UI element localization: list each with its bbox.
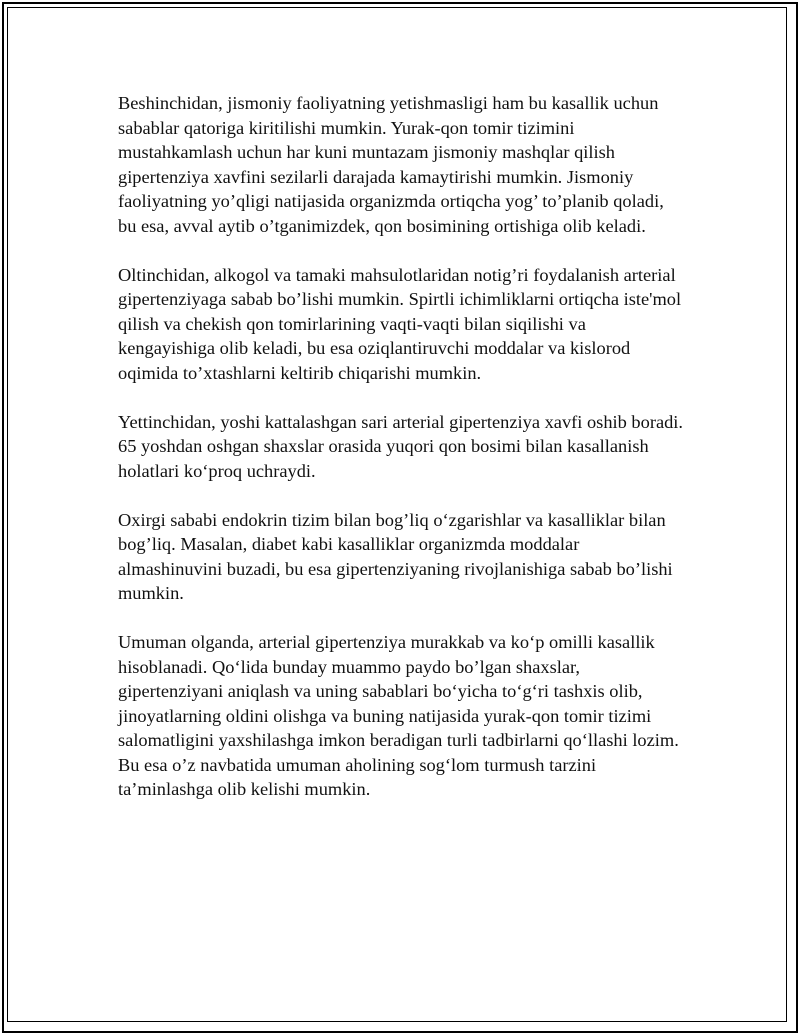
paragraph-age-factor: Yettinchidan, yoshi kattalashgan sari arterial gipertenziya xavfi oshib boradi. 65 yoshdan oshgan shaxslar orasida yuqori qon bosimi bilan kasallanish holatlari ko‘proq uchraydi. bbox=[118, 411, 684, 481]
paragraph-conclusion: Umuman olganda, arterial gipertenziya murakkab va ko‘p omilli kasallik hisoblanadi. Qo‘lida bunday muammo paydo bo’lgan shaxslar, gipertenziyani aniqlash va uning sabablari bo‘yicha to‘g‘ri tashxis olib, jinoyatlarning oldini olishga va buning natijasida yurak-qon tomir tizimi salomatligini yaxshilashga imkon beradigan turli tadbirlarni qo‘llashi lozim. Bu esa o’z navbatida umuman aholining sog‘lom turmush tarzini ta’minlashga olib kelishi mumkin. bbox=[118, 632, 679, 799]
document-body bbox=[118, 91, 688, 826]
paragraph-alcohol-tobacco: Oltinchidan, alkogol va tamaki mahsulotlaridan notig’ri foydalanish arterial gipertenziyaga sabab bo’lishi mumkin. Spirtli ichimliklarni ortiqcha iste'mol qilish va chekish qon tomirlarining vaqti-vaqti bilan siqilishi va kengayishiga olib keladi, bu esa oziqlantiruvchi moddalar va kislorod oqimida to’xtashlarni keltirib chiqarishi mumkin. bbox=[118, 264, 682, 383]
paragraph-endocrine-system: Oxirgi sababi endokrin tizim bilan bog’liq o‘zgarishlar va kasalliklar bilan bog’liq. Masalan, diabet kabi kasalliklar organizmda moddalar almashinuvini buzadi, bu esa gipertenziyaning rivojlanishiga sabab bo’lishi mumkin. bbox=[118, 509, 673, 603]
paragraph-sixth-cause-physical-activity: Beshinchidan, jismoniy faoliyatning yetishmasligi ham bu kasallik uchun sabablar qatoriga kiritilishi mumkin. Yurak-qon tomir tizimini mustahkamlash uchun har kuni muntazam jismoniy mashqlar qilish gipertenziya xavfini sezilarli darajada kamaytirishi mumkin. Jismoniy faoliyatning yo’qligi natijasida organizmda ortiqcha yog’ to’planib qoladi, bu esa, avval aytib o’tganimizdek, qon bosimining ortishiga olib keladi. bbox=[118, 93, 664, 236]
